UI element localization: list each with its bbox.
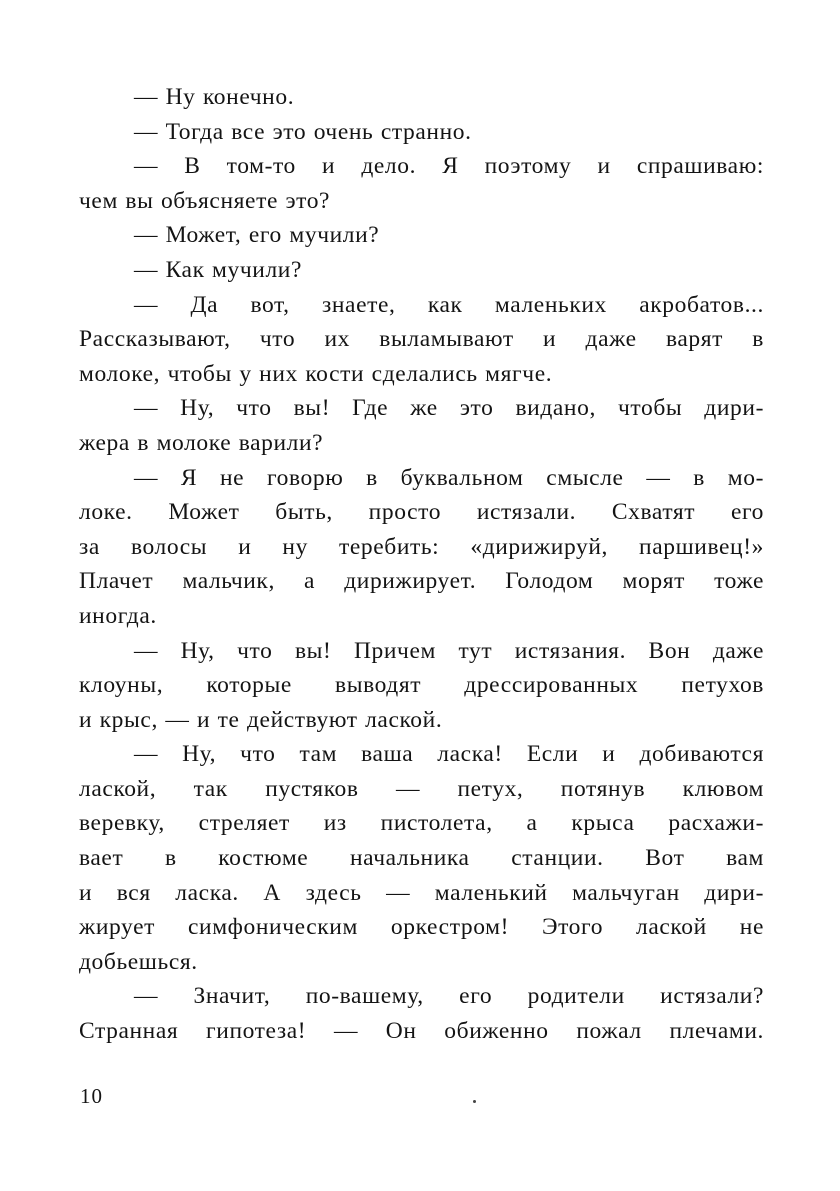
- text-line: — Да вот, знаете, как маленьких акробатов...: [134, 291, 764, 318]
- paragraph: [79, 979, 764, 1048]
- text-line: Рассказывают, что их выламывают и даже варят в: [79, 326, 764, 353]
- text-line: веревку, стреляет из пистолета, а крыса расхажи-: [79, 810, 764, 837]
- page-text: [79, 80, 764, 1049]
- paragraph: [79, 634, 764, 738]
- paragraph: [79, 288, 764, 392]
- text-line: чем вы объясняете это?: [79, 187, 331, 214]
- text-line: — Ну, что вы! Причем тут истязания. Вон даже: [134, 637, 764, 664]
- paragraph: [79, 218, 764, 253]
- text-line: иногда.: [79, 602, 157, 629]
- paragraph: [79, 391, 764, 460]
- text-line: клоуны, которые выводят дрессированных петухов: [79, 672, 764, 699]
- text-line: — Ну, что там ваша ласка! Если и добиваются: [134, 741, 764, 768]
- text-line: — Ну конечно.: [134, 84, 295, 110]
- paragraph: [79, 253, 764, 288]
- paragraph: [79, 80, 764, 115]
- text-line: жирует симфоническим оркестром! Этого лаской не: [79, 914, 764, 941]
- text-line: и вся ласка. А здесь — маленький мальчуган дири-: [79, 879, 764, 906]
- text-line: — Тогда все это очень странно.: [134, 118, 472, 145]
- text-line: — Значит, по-вашему, его родители истязали?: [134, 983, 764, 1010]
- text-line: и крыс, — и те действуют лаской.: [79, 706, 443, 733]
- text-line: вает в костюме начальника станции. Вот вам: [79, 845, 764, 872]
- text-line: — В том-то и дело. Я поэтому и спрашиваю:: [134, 153, 764, 180]
- print-speck: [473, 1100, 476, 1103]
- text-line: — Может, его мучили?: [134, 222, 380, 249]
- paragraph: [79, 461, 764, 634]
- text-line: добьешься.: [79, 948, 198, 975]
- text-line: локе. Может быть, просто истязали. Схватят его: [79, 499, 764, 526]
- text-line: — Я не говорю в буквальном смысле — в мо-: [134, 464, 764, 491]
- paragraph: [79, 149, 764, 218]
- text-line: лаской, так пустяков — петух, потянув клювом: [79, 775, 764, 802]
- text-line: за волосы и ну теребить: «дирижируй, паршивец!»: [79, 533, 764, 560]
- text-line: жера в молоке варили?: [79, 429, 324, 456]
- paragraph: [79, 115, 764, 150]
- text-line: — Ну, что вы! Где же это видано, чтобы дири-: [134, 395, 764, 422]
- text-line: — Как мучили?: [134, 256, 303, 283]
- paragraph: [79, 737, 764, 979]
- text-line: молоке, чтобы у них кости сделались мягче.: [79, 360, 553, 387]
- text-line: Странная гипотеза! — Он обиженно пожал плечами.: [79, 1018, 764, 1045]
- text-line: Плачет мальчик, а дирижирует. Голодом морят тоже: [79, 568, 764, 595]
- page-number: 10: [80, 1084, 103, 1108]
